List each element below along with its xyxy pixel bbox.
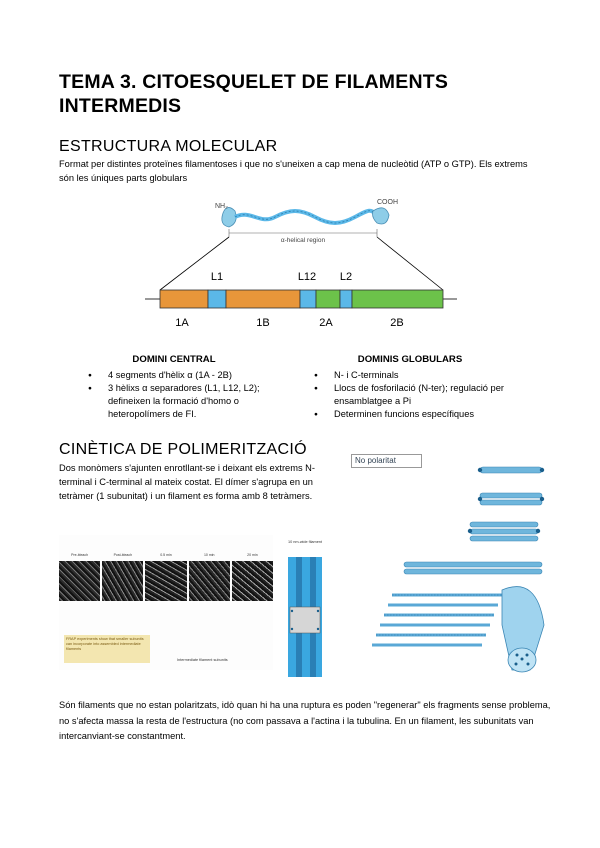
protein-domain-diagram [145,195,465,335]
list-item: ● 4 segments d'hèlix α (1A - 2B) [84,369,284,382]
segment-2B [352,290,443,308]
segment-1B [226,290,300,308]
region-label: α-helical region [280,237,326,244]
list-item: ● 3 hèlixs α separadores (L1, L12, L2); defineixen la formació d'homo o heteropolímers de FI. [84,382,284,421]
globular-domain-heading: DOMINIS GLOBULARS [357,354,463,365]
micro-label: Pre-bleach [71,553,89,557]
micro-panel [232,561,273,601]
central-domain-list [84,369,284,421]
segment-L2 [340,290,352,308]
micro-panel [59,561,100,601]
label-L1: L1 [210,271,224,283]
section-heading-polymerization: CINÈTICA DE POLIMERITZACIÓ [59,441,307,458]
frap-figure [59,535,273,670]
segment-L1 [208,290,226,308]
micro-panel [189,561,230,601]
list-item: ● N- i C-terminals [310,369,530,382]
central-domain-heading: DOMINI CENTRAL [132,354,216,365]
closing-paragraph: Són filaments que no estan polaritzats, idò quan hi ha una ruptura es poden "regenerar" els fragments sense problema, no s'afecta massa la resta de l'estructura (no com passava a l'actina i la tubulina. En un filament, les subunitats van intercanviant-se constantment. [59,700,551,741]
domain-bar [160,290,443,308]
filament-column-figure [282,537,332,679]
frap-caption: Intermediate filament subunits [177,658,228,662]
label-1A: 1A [175,317,189,329]
filament-label: 10 nm-wide filament [288,540,322,544]
globular-domain-list [310,369,530,421]
list-item: ● Llocs de fosforilació (N-ter); regulació per ensamblatgee a Pi [310,382,530,408]
segment-1A [160,290,208,308]
polymerization-text: Dos monòmers s'ajunten enrotllant-se i deixant els extrems N-terminal i C-terminal al mateix costat. El dímer s'agrupa en un tetràmer (1 subunitat) i un filament es forma amb 8 tetràmers. [59,463,315,501]
micro-panel [145,561,186,601]
label-1B: 1B [256,317,270,329]
label-2A: 2A [319,317,333,329]
segment-2A [316,290,340,308]
micro-label: 10 min [203,553,215,557]
page-title: TEMA 3. CITOESQUELET DE FILAMENTS INTERMEDIS [59,71,449,117]
frap-note: FRAP experiments show that smaller subunits can incorporate into assembled intermediate filaments [64,635,150,663]
monomer-illustration [215,199,398,244]
label-L2: L2 [339,271,353,283]
no-polarity-label: No polaritat [351,454,422,468]
cooh-label: COOH [377,199,398,206]
nh2-label: NH₂ [215,203,228,210]
list-item: ● Determinen funcions específiques [310,408,530,421]
micro-label: 20 min [247,553,258,557]
filament-assembly-figure [352,455,552,680]
structure-intro: Format per distintes proteïnes filamentoses i que no s'uneixen a cap mena de nucleòtid (ATP o GTP). Els extrems són les úniques parts globulars [59,159,528,183]
label-2B: 2B [390,317,404,329]
label-L12: L12 [297,271,317,283]
micro-label: Post-bleach [113,553,133,557]
segment-L12 [300,290,316,308]
micro-label: 0.5 min [160,553,172,557]
section-heading-structure: ESTRUCTURA MOLECULAR [59,138,278,155]
micro-panel [102,561,143,601]
